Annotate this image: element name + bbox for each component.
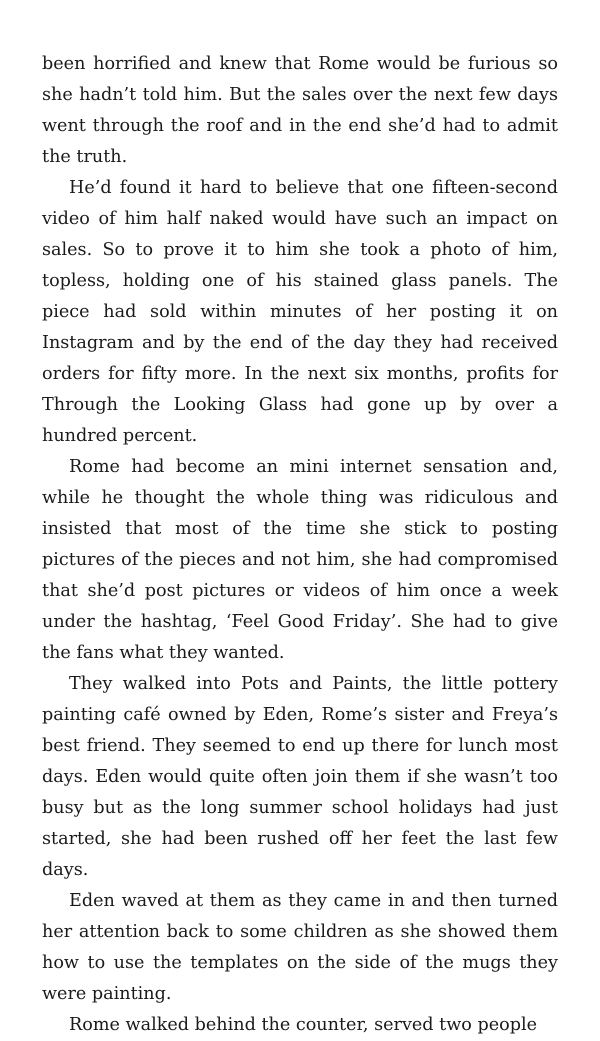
paragraph-internet-sensation: Rome had become an mini internet sensation and, while he thought the whole thing was ridiculous and insisted that most of the time she stick to posting pictures of the pieces and not him, she had compromised that she’d post pictures or videos of him once a week under the hashtag, ‘Feel Good Friday’. She had to give the fans what they wanted. [42, 457, 558, 663]
book-page [42, 49, 558, 1041]
paragraph-continuation: been horrified and knew that Rome would be furious so she hadn’t told him. But the sales over the next few days went through the roof and in the end she’d had to admit the truth. [42, 54, 558, 167]
paragraph-video-impact: He’d found it hard to believe that one fifteen-second video of him half naked would have such an impact on sales. So to prove it to him she took a photo of him, topless, holding one of his stained glass panels. The piece had sold within minutes of her posting it on Instagram and by the end of the day they had received orders for fifty more. In the next six months, profits for Through the Looking Glass had gone up by over a hundred percent. [42, 178, 558, 446]
paragraph-eden-waved: Eden waved at them as they came in and then turned her attention back to some children as she showed them how to use the templates on the side of the mugs they were painting. [42, 891, 558, 1004]
paragraph-pots-and-paints: They walked into Pots and Paints, the little pottery painting café owned by Eden, Rome’s sister and Freya’s best friend. They seemed to end up there for lunch most days. Eden would quite often join them if she wasn’t too busy but as the long summer school holidays had just started, she had been rushed off her feet the last few days. [42, 674, 558, 880]
paragraph-rome-counter: Rome walked behind the counter, served two people [69, 1015, 538, 1035]
